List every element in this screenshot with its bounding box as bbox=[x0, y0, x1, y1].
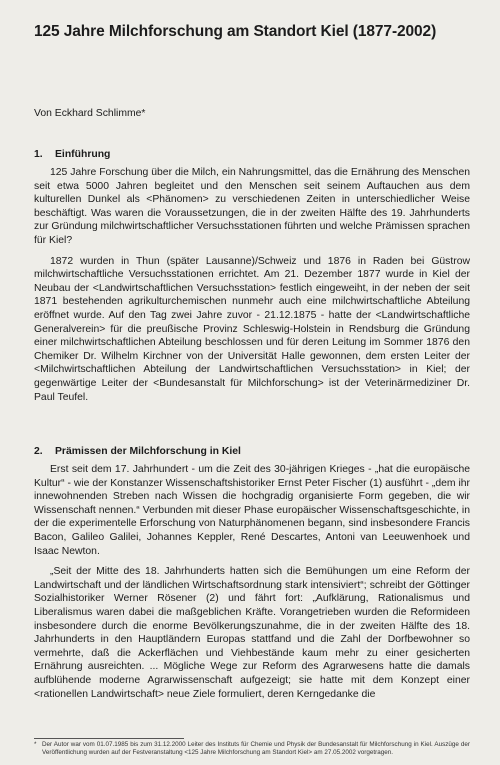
paragraph: 125 Jahre Forschung über die Milch, ein Nahrungsmittel, das die Ernährung des Menschen seit etwa 5000 Jahren begleitet und den Menschen seit seinem Auftauchen aus dem kulturellen Dunkel als <Phänomen> zu verschiedenen Zeiten in unterschiedlicher Weise beschäftigt. Was waren die Voraussetzungen, die in der zweiten Hälfte des 19. Jahrhunderts zur Gründung milchwirtschaftlicher Versuchsstationen führten und welche Prämissen sprachen für Kiel? bbox=[34, 167, 470, 246]
footnote-text: Der Autor war vom 01.07.1985 bis zum 31.12.2000 Leiter des Instituts für Chemie und Physik der Bundesanstalt für Milchforschung in Kiel. Auszüge der Veröffentlichung wurden auf der Festveranstaltung <125 Jahre Milchforschung am Standort Kiel> am 27.05.2002 vorgetragen. bbox=[42, 741, 470, 756]
footnote-mark: * bbox=[34, 741, 37, 748]
section-title: Prämissen der Milchforschung in Kiel bbox=[55, 446, 241, 457]
page-title: 125 Jahre Milchforschung am Standort Kiel (1877-2002) bbox=[34, 23, 437, 40]
footnote bbox=[34, 741, 470, 757]
section-praemissen bbox=[34, 446, 470, 708]
section-heading bbox=[34, 149, 470, 160]
section-einfuehrung bbox=[34, 149, 470, 411]
section-title: Einführung bbox=[55, 149, 111, 160]
section-number: 2. bbox=[34, 446, 43, 457]
section-number: 1. bbox=[34, 149, 43, 160]
paragraph: „Seit der Mitte des 18. Jahrhunderts hatten sich die Bemühungen um eine Reform der Landwirtschaft und der ländlichen Wirtschaftsordnung stark intensiviert“; schreibt der Göttinger Sozialhistoriker Werner Rösener (2) und fährt fort: „Aufklärung, Rationalismus und Liberalismus waren dabei die maßgeblichen Kräfte. Vorangetrieben wurden die Reformideen insbesondere durch die enorme Bevölkerungszunahme, die in der zweiten Hälfte des 18. Jahrhunderts in den Hauptländern Europas stattfand und die Zahl der Dorfbewohner so vermehrte, daß die Ackerflächen und Viehbestände kaum mehr zu einer gesicherten Ernährung ausreichten. ... Mögliche Wege zur Reform des Agrarwesens hatte die damals aufblühende moderne Agrarwissenschaft aufgezeigt; sie hatte mit dem Konzept einer <rationellen Landwirtschaft> neue Ziele formuliert, deren Kerngedanke die bbox=[34, 566, 470, 700]
author-line: Von Eckhard Schlimme* bbox=[34, 108, 146, 119]
paragraph: 1872 wurden in Thun (später Lausanne)/Schweiz und 1876 in Raden bei Güstrow milchwirtschaftliche Versuchsstationen errichtet. Am 21. Dezember 1877 wurde in Kiel der Neubau der <Landwirtschaftlichen Versuchsstation> festlich eingeweiht, in der neben der seit 1871 bestehenden agrikulturchemischen nunmehr auch eine milchwirtschaftliche Abteilung eröffnet wurde. Auf den Tag zwei Jahre zuvor - 21.12.1875 - hatte der <Landwirtschaftliche Generalverein> für die preußische Provinz Schleswig-Holstein in Rendsburg die Gründung einer milchwirtschaftlichen Abteilung beschlossen und für deren Leitung im Sommer 1876 den Chemiker Dr. Wilhelm Kirchner von der Universität Halle gewonnen, dem ersten Leiter der <Milchwirtschaftlichen Abteilung der Landwirtschaftlichen Versuchsstation> in Kiel; der gegenwärtige Leiter der <Bundesanstalt für Milchforschung> ist der Veterinärmediziner Dr. Paul Teufel. bbox=[34, 255, 470, 403]
paragraph: Erst seit dem 17. Jahrhundert - um die Zeit des 30-jährigen Krieges - „hat die europäische Kultur“ - wie der Konstanzer Wissenschaftshistoriker Ernst Peter Fischer (1) ausführt - „dem ihr innewohnenden Streben nach Wissen die hochgradig organisierte Form gegeben, die wir Wissenschaft nennen.“ Verbunden mit dieser Phase europäischer Wissenschaftsgeschichte, in der die experimentelle Erforschung von Naturphänomenen begann, sind insbesondere Francis Bacon, Galileo Galilei, Johannes Keppler, René Descartes, Antoni van Leeuwenhoek und Isaac Newton. bbox=[34, 464, 470, 557]
section-heading bbox=[34, 446, 470, 457]
footnote-divider bbox=[34, 738, 184, 739]
